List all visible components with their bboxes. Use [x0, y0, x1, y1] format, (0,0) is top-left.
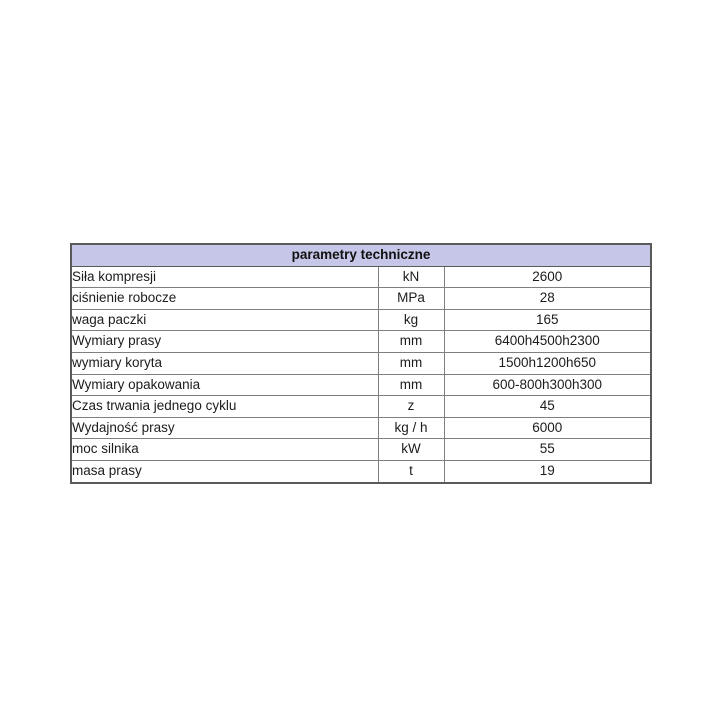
table-row: [71, 439, 651, 461]
table-row: [71, 460, 651, 482]
table-row: [71, 309, 651, 331]
value-cell: 28: [444, 288, 651, 310]
value-cell: 6400h4500h2300: [444, 331, 651, 353]
unit-cell: z: [378, 396, 444, 418]
unit-cell: kW: [378, 439, 444, 461]
unit-cell: kg: [378, 309, 444, 331]
table-row: [71, 352, 651, 374]
table-row: [71, 288, 651, 310]
param-cell: Wymiary opakowania: [71, 374, 378, 396]
value-cell: 45: [444, 396, 651, 418]
value-cell: 2600: [444, 266, 651, 288]
table-row: [71, 266, 651, 288]
param-cell: ciśnienie robocze: [71, 288, 378, 310]
table-title: parametry techniczne: [71, 244, 651, 266]
value-cell: 600-800h300h300: [444, 374, 651, 396]
param-cell: wymiary koryta: [71, 352, 378, 374]
unit-cell: mm: [378, 331, 444, 353]
unit-cell: kN: [378, 266, 444, 288]
unit-cell: MPa: [378, 288, 444, 310]
param-cell: Czas trwania jednego cyklu: [71, 396, 378, 418]
param-cell: Wymiary prasy: [71, 331, 378, 353]
table-row: [71, 331, 651, 353]
table-row: [71, 396, 651, 418]
value-cell: 165: [444, 309, 651, 331]
value-cell: 6000: [444, 417, 651, 439]
table-row: [71, 374, 651, 396]
value-cell: 19: [444, 460, 651, 482]
table-row: [71, 417, 651, 439]
unit-cell: mm: [378, 352, 444, 374]
param-cell: Siła kompresji: [71, 266, 378, 288]
value-cell: 55: [444, 439, 651, 461]
param-cell: moc silnika: [71, 439, 378, 461]
param-cell: Wydajność prasy: [71, 417, 378, 439]
param-cell: masa prasy: [71, 460, 378, 482]
value-cell: 1500h1200h650: [444, 352, 651, 374]
param-cell: waga paczki: [71, 309, 378, 331]
unit-cell: t: [378, 460, 444, 482]
specs-table: [70, 243, 652, 484]
unit-cell: kg / h: [378, 417, 444, 439]
table-header-row: [71, 244, 651, 266]
unit-cell: mm: [378, 374, 444, 396]
